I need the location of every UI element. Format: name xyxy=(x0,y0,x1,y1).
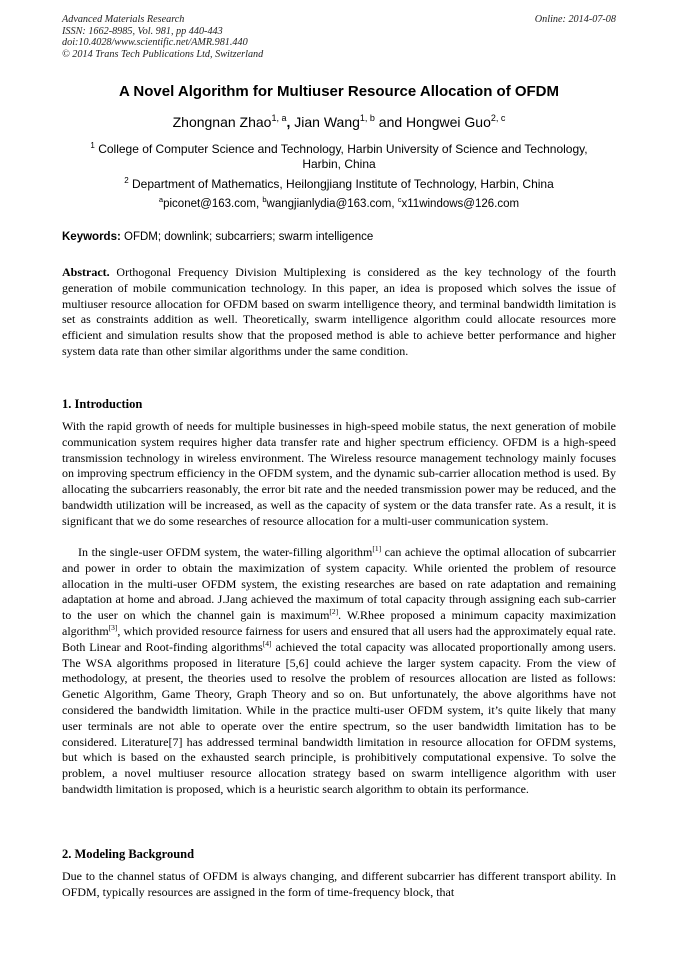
modeling-paragraph-1: Due to the channel status of OFDM is always changing, and different subcarrier has different transport ability. In OFDM, typically resources are assigned in the form of time-frequency block, that xyxy=(62,869,616,899)
author-name: Zhongnan Zhao xyxy=(172,114,272,130)
email-mark: c xyxy=(397,195,402,204)
journal-header xyxy=(62,14,263,60)
keywords-text: OFDM; downlink; subcarriers; swarm intelligence xyxy=(124,231,374,243)
affiliation-number: 2 xyxy=(124,176,129,185)
abstract xyxy=(62,265,616,360)
author-name: Jian Wang xyxy=(294,114,360,130)
issn-line: ISSN: 1662-8985, Vol. 981, pp 440-443 xyxy=(62,25,223,37)
section-heading-introduction: 1. Introduction xyxy=(62,397,143,411)
author-affil-mark: 2, c xyxy=(490,113,506,123)
paper-title: A Novel Algorithm for Multiuser Resource Allocation of OFDM xyxy=(118,83,560,100)
section-heading-modeling: 2. Modeling Background xyxy=(62,847,195,861)
email-address: wangjianlydia@163.com, xyxy=(266,198,398,210)
email-address: x11windows@126.com xyxy=(401,198,520,210)
paragraph-text: can achieve the optimal allocation of subcarrier and power in order to obtain the maximization of system capacity. While oriented the problem of resource allocation in the multi-user OFDM system, the existing researches are based on rate adaptation and remaining adaptation at home and abroad. J.Jang achieved the maximum of total capacity through assigning each sub-carrier to the user on which the channel gain is maximum xyxy=(62,545,616,623)
author-separator: , xyxy=(286,114,295,130)
keywords xyxy=(62,231,373,243)
paragraph-text: In the single-user OFDM system, the water-filling algorithm xyxy=(78,545,373,559)
author-name: Hongwei Guo xyxy=(406,114,491,130)
author-separator: and xyxy=(374,114,407,130)
email-address: piconet@163.com, xyxy=(163,198,263,210)
abstract-text: Orthogonal Frequency Division Multiplexing is considered as the key technology of the fourth generation of mobile communication technology. In this paper, an idea is proposed which solves the issue of multiuser resource allocation for OFDM based on swarm intelligence theory, and terminal bandwidth limitation is set as constraints addition as well. Theoretically, swarm intelligence algorithm could allocate resources more efficient and simulation results show that the proposed method is able to achieve better performance and higher system data rate than other similar algorithms under the same condition. xyxy=(62,265,617,358)
email-mark: a xyxy=(158,195,164,204)
affiliation-number: 1 xyxy=(90,141,95,150)
author-affil-mark: 1, a xyxy=(271,113,287,123)
affiliation-text: Department of Mathematics, Heilongjiang Institute of Technology, Harbin, China xyxy=(132,177,554,191)
author-affil-mark: 1, b xyxy=(359,113,375,123)
citation-mark: [3] xyxy=(108,622,118,632)
citation-mark: [1] xyxy=(372,544,382,553)
keywords-label: Keywords: xyxy=(62,231,121,243)
introduction-paragraph-1: With the rapid growth of needs for multiple businesses in high-speed mobile status, the next generation of mobile communication system requires higher data transfer rate and higher spectrum efficiency. OFDM is a high-speed transmission technology in wireless environment. The Wireless resource management technology mainly focuses on improving spectrum efficiency in the OFDM system, and the dynamic sub-carrier allocation method is used. By allocating the subcarriers reasonably, the error bit rate and the needed transmission power may be reduced, and the bandwidth utilization will be increased, as well as the capacity of system or the data transfer rate. As a result, it is significant that we do some researches of resource allocation for a multi-user communication system. xyxy=(62,419,616,528)
email-mark: b xyxy=(262,195,267,204)
author-line xyxy=(0,113,678,130)
citation-mark: [2] xyxy=(329,607,339,617)
affiliation-text: College of Computer Science and Technology, Harbin University of Science and Technology, Harbin, China xyxy=(98,142,588,171)
journal-name: Advanced Materials Research xyxy=(62,14,185,25)
doi-line: doi:10.4028/www.scientific.net/AMR.981.440 xyxy=(62,37,248,48)
affiliation-2 xyxy=(70,173,608,192)
paragraph-text: , which provided resource fairness for users and ensured that all users had the approximately equal rate. Both Linear and Root-finding algorithms xyxy=(62,623,616,654)
affiliation-1 xyxy=(70,138,608,172)
email-line xyxy=(0,195,678,210)
copyright-line: © 2014 Trans Tech Publications Ltd, Switzerland xyxy=(62,48,264,60)
citation-mark: [4] xyxy=(262,638,272,648)
paragraph-text: . W.Rhee proposed a minimum capacity maximization algorithm xyxy=(62,608,616,638)
online-date: Online: 2014-07-08 xyxy=(534,14,616,25)
paragraph-text: achieved the total capacity was allocated proportionally among users. The WSA algorithms proposed in literature [5,6] could achieve the larger system capacity. From the view of methodology, at present, the theories used to resolve the problem of resources allocation are listed as follows: Genetic Algorithm, Game Theory, Graph Theory and so on. But unfortunately, the above algorithms have not considered the bandwidth limitation. While in the practice multi-user OFDM system, it’s quite likely that many user terminals are not able to operate over the entire spectrum, so the user bandwidth limitation has to be considered. Literature[7] has addressed terminal bandwidth limitation in resource allocation for OFDM systems, but which is based on the exhausted search principle, is prohibitively computational expensive. To solve the problem, a novel multiuser resource allocation strategy based on swarm intelligence algorithm with user bandwidth limitation is proposed, which is a heuristic search algorithm to obtain its performance. xyxy=(62,639,616,796)
abstract-label: Abstract. xyxy=(62,265,110,279)
introduction-paragraph-2 xyxy=(62,545,616,798)
